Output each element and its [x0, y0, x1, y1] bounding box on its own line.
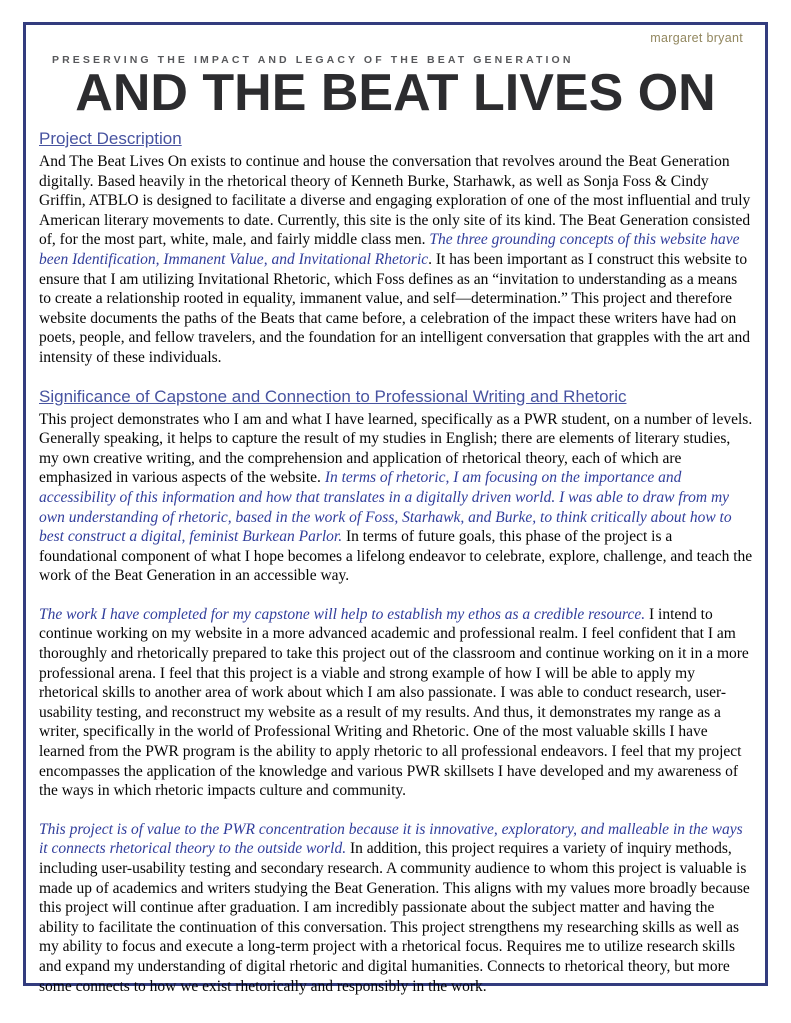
section-heading: Significance of Capstone and Connection to Professional Writing and Rhetoric: [39, 386, 627, 406]
text-run: . It has been important as I construct this website to ensure that I am utilizing Invitational Rhetoric, which Foss defines as an “invitation to understanding as a means to create a relationship rooted in equality, immanent value, and self—determination.” This project and therefore website documents the paths of the Beats that came before, a celebration of the impact these writers have had on poets, people, and fellow travelers, and the foundation for an intelligent conversation that grapples with the art and intensity of these individuals.: [39, 250, 751, 366]
paragraph: [39, 410, 753, 586]
section-heading: Project Description: [39, 129, 182, 148]
text-run: In addition, this project requires a variety of inquiry methods, including user-usability testing and secondary research. A community audience to whom this project is valuable is made up of academics and writers studying the Beat Generation. This aligns with my values more broadly because this project will continue after graduation. I am incredibly passionate about the subject matter and having the ability to facilitate the continuation of this conversation. This project strengthens my researching skills as well as my ability to focus and execute a long-term project with a rhetorical focus. Requires me to utilize research skills and expand my understanding of digital rhetoric and digital humanities. Connects to rhetorical theory, but more some connects to how we exist rhetorically and responsibly in the work.: [39, 840, 750, 995]
sections-container: [39, 129, 753, 996]
section: [39, 387, 753, 997]
page-border: [23, 22, 768, 995]
paragraph: [39, 605, 753, 801]
text-run: In terms of rhetoric, I am focusing on the importance and accessibility of this information and how that translates in a digitally driven world. I was able to draw from my own understanding of rhetoric, based in the work of Foss, Starhawk, and Burke, to think critically about how to best construct a digital, feminist Burkean Parlor.: [39, 469, 732, 546]
text-run: In terms of future goals, this phase of the project is a foundational component of what I hope becomes a lifelong endeavor to celebrate, explore, challenge, and teach the work of the Beat Generation in an accessible way.: [39, 528, 753, 585]
text-run: This project demonstrates who I am and what I have learned, specifically as a PWR student, on a number of levels. Generally speaking, it helps to capture the result of my studies in English; there are elements of literary studies, my own creative writing, and the comprehension and application of rhetorical theory, each of which are emphasized in various aspects of the website.: [39, 410, 753, 487]
text-run: This project is of value to the PWR concentration because it is innovative, exploratory, and malleable in the ways it connects rhetorical theory to the outside world.: [39, 820, 743, 858]
text-run: I intend to continue working on my website in a more advanced academic and professional realm. I feel confident that I am thoroughly and rhetorically prepared to take this project out of the classroom and continue working on it in a more professional arena. I feel that this project is a viable and strong example of how I will be able to apply my rhetorical skills to another area of work about which I am also passionate. I was able to conduct research, user-usability testing, and reconstruct my website as a result of my results. And thus, it demonstrates my range as a writer, specifically in the world of Professional Writing and Rhetoric. One of the most valuable skills I have learned from the PWR program is the ability to apply rhetoric to all professional endeavors. I feel that my project encompasses the application of the knowledge and various PWR skillsets I have developed and my awareness of the ways in which rhetoric impacts culture and community.: [39, 605, 749, 800]
page-title: AND THE BEAT LIVES ON: [75, 64, 716, 122]
section: [39, 129, 753, 368]
text-run: And The Beat Lives On exists to continue and house the conversation that revolves around the Beat Generation digitally. Based heavily in the rhetorical theory of Kenneth Burke, Starhawk, as well as Sonja Foss & Cindy Griffin, ATBLO is designed to facilitate a diverse and engaging exploration of one of the most influential and truly American literary movements to date. Currently, this site is the only site of its kind. The Beat Generation consisted of, for the most part, white, male, and fairly middle class men.: [39, 153, 751, 249]
kicker-subtitle: PRESERVING THE IMPACT AND LEGACY OF THE BEAT GENERATION: [52, 54, 574, 66]
author-name: margaret bryant: [650, 31, 743, 45]
paragraph: [39, 820, 753, 996]
text-run: The work I have completed for my capstone will help to establish my ethos as a credible resource.: [39, 605, 646, 623]
text-run: The three grounding concepts of this website have been Identification, Immanent Value, and Invitational Rhetoric: [39, 231, 740, 268]
paragraph: [39, 152, 753, 368]
document-body: [39, 129, 753, 996]
